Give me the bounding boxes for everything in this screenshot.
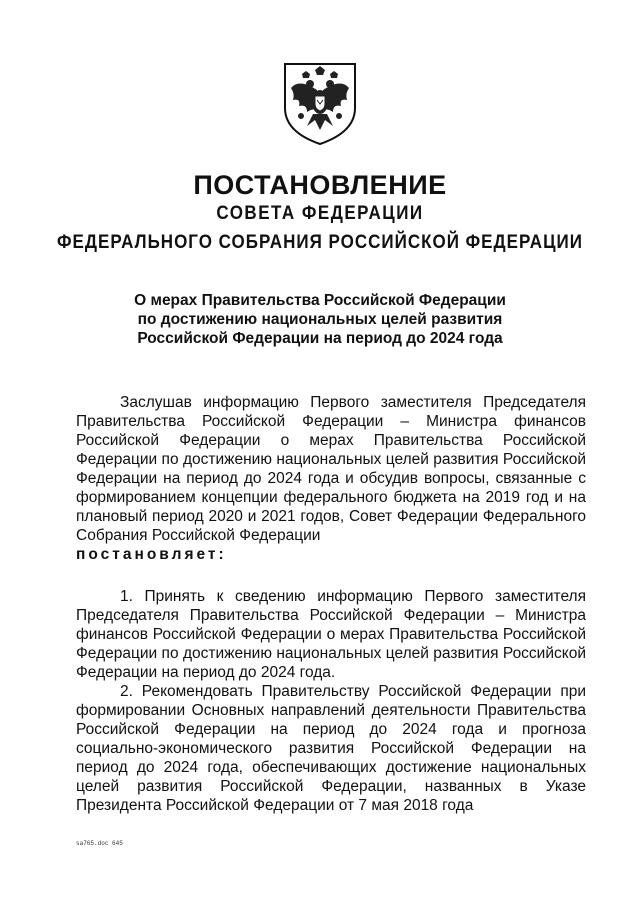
issuing-body-line2: ФЕДЕРАЛЬНОГО СОБРАНИЯ РОССИЙСКОЙ ФЕДЕРАЦИИ bbox=[57, 230, 583, 253]
preamble-text: Заслушав информацию Первого заместителя Председателя Правительства Российской Федерации – Министра финансов Российской Федерации о мерах Правительства Российской Федерации по достижению национальных целей развития Российской Федерации на период до 2024 года и обсудив вопросы, связанные с формированием концепции федерального бюджета на 2019 год и на плановый период 2020 и 2021 годов, Совет Федерации Федерального Собрания Российской Федерации bbox=[76, 394, 586, 544]
preamble-paragraph bbox=[76, 393, 586, 564]
resolution-heading bbox=[80, 291, 560, 348]
resolution-body bbox=[76, 393, 586, 815]
resolution-item: 1. Принять к сведению информацию Первого заместителя Председателя Правительства Российской Федерации – Министра финансов Российской Федерации о мерах Правительства Российской Федерации по достижению национальных целей развития Российской Федерации на период до 2024 года. bbox=[76, 588, 586, 681]
heading-line: О мерах Правительства Российской Федерации bbox=[134, 292, 506, 309]
resolution-item: 2. Рекомендовать Правительству Российской Федерации при формировании Основных направлений деятельности Правительства Российской Федерации на период до 2024 года и прогноза социально-экономического развития Российской Федерации на период до 2024 года, обеспечивающих достижение национальных целей развития Российской Федерации, названных в Указе Президента Российской Федерации от 7 мая 2018 года bbox=[76, 683, 586, 814]
document-file-code: sa765.doc 645 bbox=[76, 840, 123, 847]
document-title: ПОСТАНОВЛЕНИЕ bbox=[193, 170, 447, 200]
coat-of-arms-icon bbox=[277, 60, 363, 146]
heading-line: по достижению национальных целей развития bbox=[137, 311, 503, 328]
issuing-body-line1: СОВЕТА ФЕДЕРАЦИИ bbox=[216, 201, 424, 224]
decree-word: постановляет: bbox=[76, 546, 227, 563]
heading-line: Российской Федерации на период до 2024 года bbox=[137, 330, 503, 347]
